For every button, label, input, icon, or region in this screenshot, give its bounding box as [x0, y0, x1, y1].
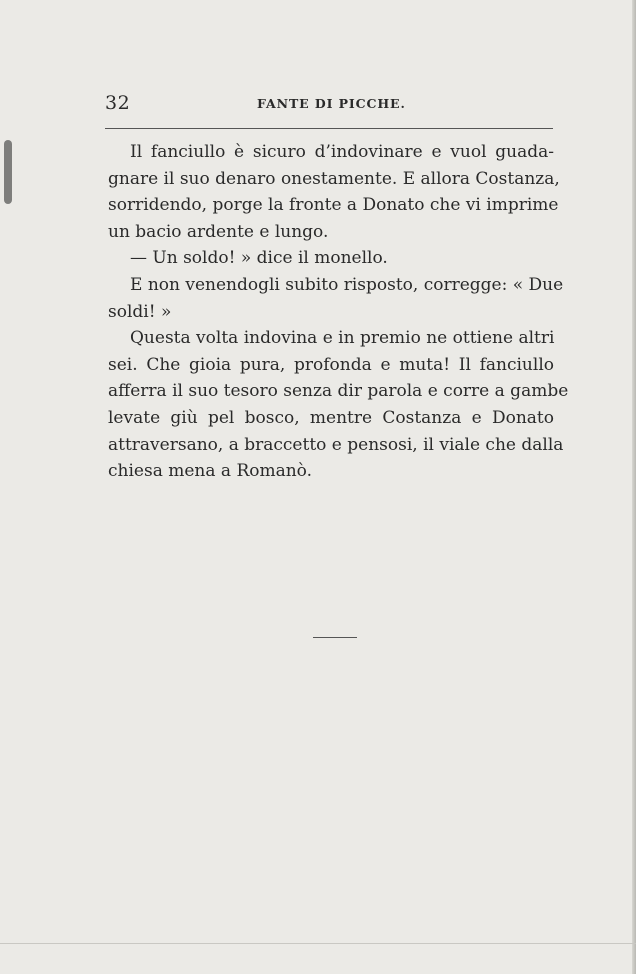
chapter-end-rule [313, 637, 357, 638]
text-line: un bacio ardente e lungo. [108, 221, 329, 242]
body-text [108, 139, 569, 485]
text-line: Il fanciullo è sicuro d’indovinare e vuol guada- [130, 142, 554, 162]
header-rule [105, 128, 553, 129]
text-line: soldi! » [108, 301, 172, 322]
paragraph [108, 272, 564, 325]
text-line: attraversano, a braccetto e pensosi, il viale che dalla [108, 434, 564, 455]
text-line: chiesa mena a Romanò. [108, 461, 313, 482]
text-line: sei. Che gioia pura, profonda e muta! Il fanciullo [108, 354, 554, 375]
page-header [105, 92, 555, 116]
text-line: Questa volta indovina e in premio ne ottiene altri [130, 328, 555, 349]
running-title: FANTE DI PICCHE. [257, 96, 406, 111]
paragraph [108, 245, 554, 272]
page-number: 32 [105, 92, 131, 114]
ink-smudge [4, 140, 12, 204]
text-line: sorridendo, porge la fronte a Donato che vi imprime [108, 195, 559, 216]
text-line: gnare il suo denaro onestamente. E allora Costanza, [108, 168, 560, 189]
text-line: — Un soldo! » dice il monello. [130, 248, 388, 269]
page-edge-shadow [632, 0, 636, 974]
text-line: E non venendogli subito risposto, corregge: « Due [130, 274, 564, 295]
paragraph [108, 325, 569, 485]
text-line: levate giù pel bosco, mentre Costanza e Donato [108, 407, 554, 428]
page-bottom-edge [0, 943, 636, 944]
paragraph [108, 139, 560, 245]
text-line: afferra il suo tesoro senza dir parola e corre a gambe [108, 381, 569, 402]
